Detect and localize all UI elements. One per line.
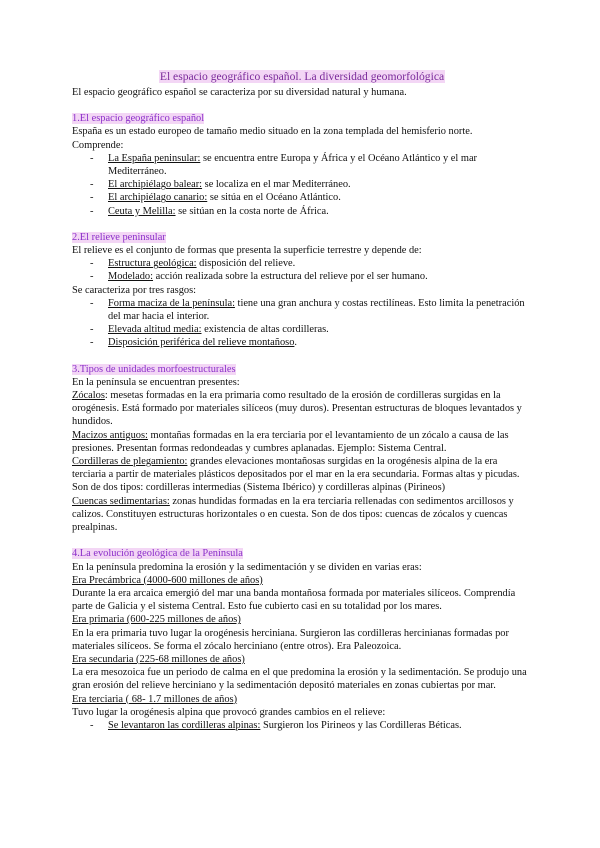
era-text: Durante la era arcaica emergió del mar una banda montañosa formada por materiales silíceos. Comprendía parte de Galicia y el sistema Central. Esto fue cubierto casi en su totalidad por los mares. (72, 587, 516, 613)
era-title: Era terciaria ( 68- 1.7 millones de años) (72, 693, 238, 705)
era-text: La era mesozoica fue un periodo de calma en el que predomina la erosión y la sedimentación. Se produjo una gran erosión del relieve herciniano y la sedimentación depositó materiales en zonas cubiertas por mar. (72, 667, 527, 692)
document-page (72, 70, 532, 732)
era-text: Tuvo lugar la orogénesis alpina que provocó grandes cambios en el relieve: (72, 706, 386, 718)
s4-paragraph-1: En la península predomina la erosión y la sedimentación y se dividen en varias eras: (72, 561, 422, 573)
s1-list (72, 152, 532, 218)
s3-paragraph-1: En la península se encuentran presentes: (72, 376, 240, 388)
section-3-heading: 3.Tipos de unidades morfoestructurales (72, 363, 236, 375)
list-item: - La España peninsular: se encuentra entre Europa y África y el Océano Atlántico y el mar Mediterráneo. (108, 152, 532, 178)
intro-paragraph: El espacio geográfico español se caracteriza por su diversidad natural y humana. (72, 87, 407, 98)
s1-paragraph-2: Comprende: (72, 139, 124, 151)
list-item: - Estructura geológica: disposición del relieve. (108, 257, 532, 270)
list-item: - Ceuta y Melilla: se sitúan en la costa norte de África. (108, 205, 532, 218)
s3-block-zocalos: Zócalos: mesetas formadas en la era primaria como resultado de la erosión de cordilleras surgidas en la orogénesis. Está formado por materiales silíceos (muy duros). Presentan estructuras de bloques levantados y hundidos. (72, 390, 522, 428)
s3-block-cuencas: Cuencas sedimentarias: zonas hundidas formadas en la era terciaria rellenadas con sedimentos arcillosos y calizos. Constituyen estructuras horizontales o en cuesta. Son de dos tipos: cuencas de zócalos y cuencas prealpinas. (72, 495, 514, 534)
list-item: - El archipiélago canario: se sitúa en el Océano Atlántico. (108, 191, 532, 204)
s2-paragraph-1: El relieve es el conjunto de formas que presenta la superficie terrestre y depende de: (72, 245, 422, 257)
document-title: El espacio geográfico español. La diversidad geomorfológica (159, 70, 445, 83)
section-2-heading: 2.El relieve peninsular (72, 231, 166, 243)
s2-paragraph-2: Se caracteriza por tres rasgos: (72, 284, 197, 296)
s2-list-2 (72, 297, 532, 350)
list-item: - El archipiélago balear: se localiza en el mar Mediterráneo. (108, 178, 532, 191)
list-item: - Se levantaron las cordilleras alpinas: Surgieron los Pirineos y las Cordilleras Béticas. (108, 719, 532, 732)
era-title: Era secundaria (225-68 millones de años) (72, 653, 245, 665)
s3-block-cordilleras: Cordilleras de plegamiento: grandes elevaciones montañosas surgidas en la orogénesis alpina de la era terciaria a partir de materiales plásticos depositados por el mar en la era secundaria. Formas altas y picudas. Son de dos tipos: cordilleras intermedias (Sistema Ibérico) y cordilleras alpinas (Pirineos) (72, 456, 520, 494)
s1-paragraph-1: España es un estado europeo de tamaño medio situado en la zona templada del hemisferio norte. (72, 126, 473, 138)
era-title: Era Precámbrica (4000-600 millones de años) (72, 574, 263, 586)
list-item: - Disposición periférica del relieve montañoso. (108, 336, 532, 349)
era-text: En la era primaria tuvo lugar la orogénesis herciniana. Surgieron las cordilleras hercinianas formadas por materiales silíceos. Se forma el zócalo herciniano (entre otros). Era Paleozoica. (72, 627, 509, 652)
era-title: Era primaria (600-225 millones de años) (72, 614, 241, 626)
list-item: - Forma maciza de la península: tiene una gran anchura y costas rectilíneas. Esto limita la penetración del mar hacia el interior. (108, 297, 532, 323)
section-1-heading: 1.El espacio geográfico español (72, 113, 205, 125)
s3-block-macizos: Macizos antiguos: montañas formadas en la era terciaria por el levantamiento de un zócalo a causa de las presiones. Presentan formas redondeadas y cumbres aplanadas. Ejemplo: Sistema Central. (72, 429, 509, 454)
s2-list-1 (72, 257, 532, 283)
section-4-heading: 4.La evolución geológica de la Península (72, 548, 243, 560)
s4-list (72, 719, 532, 732)
list-item: - Modelado: acción realizada sobre la estructura del relieve por el ser humano. (108, 270, 532, 283)
list-item: - Elevada altitud media: existencia de altas cordilleras. (108, 323, 532, 336)
